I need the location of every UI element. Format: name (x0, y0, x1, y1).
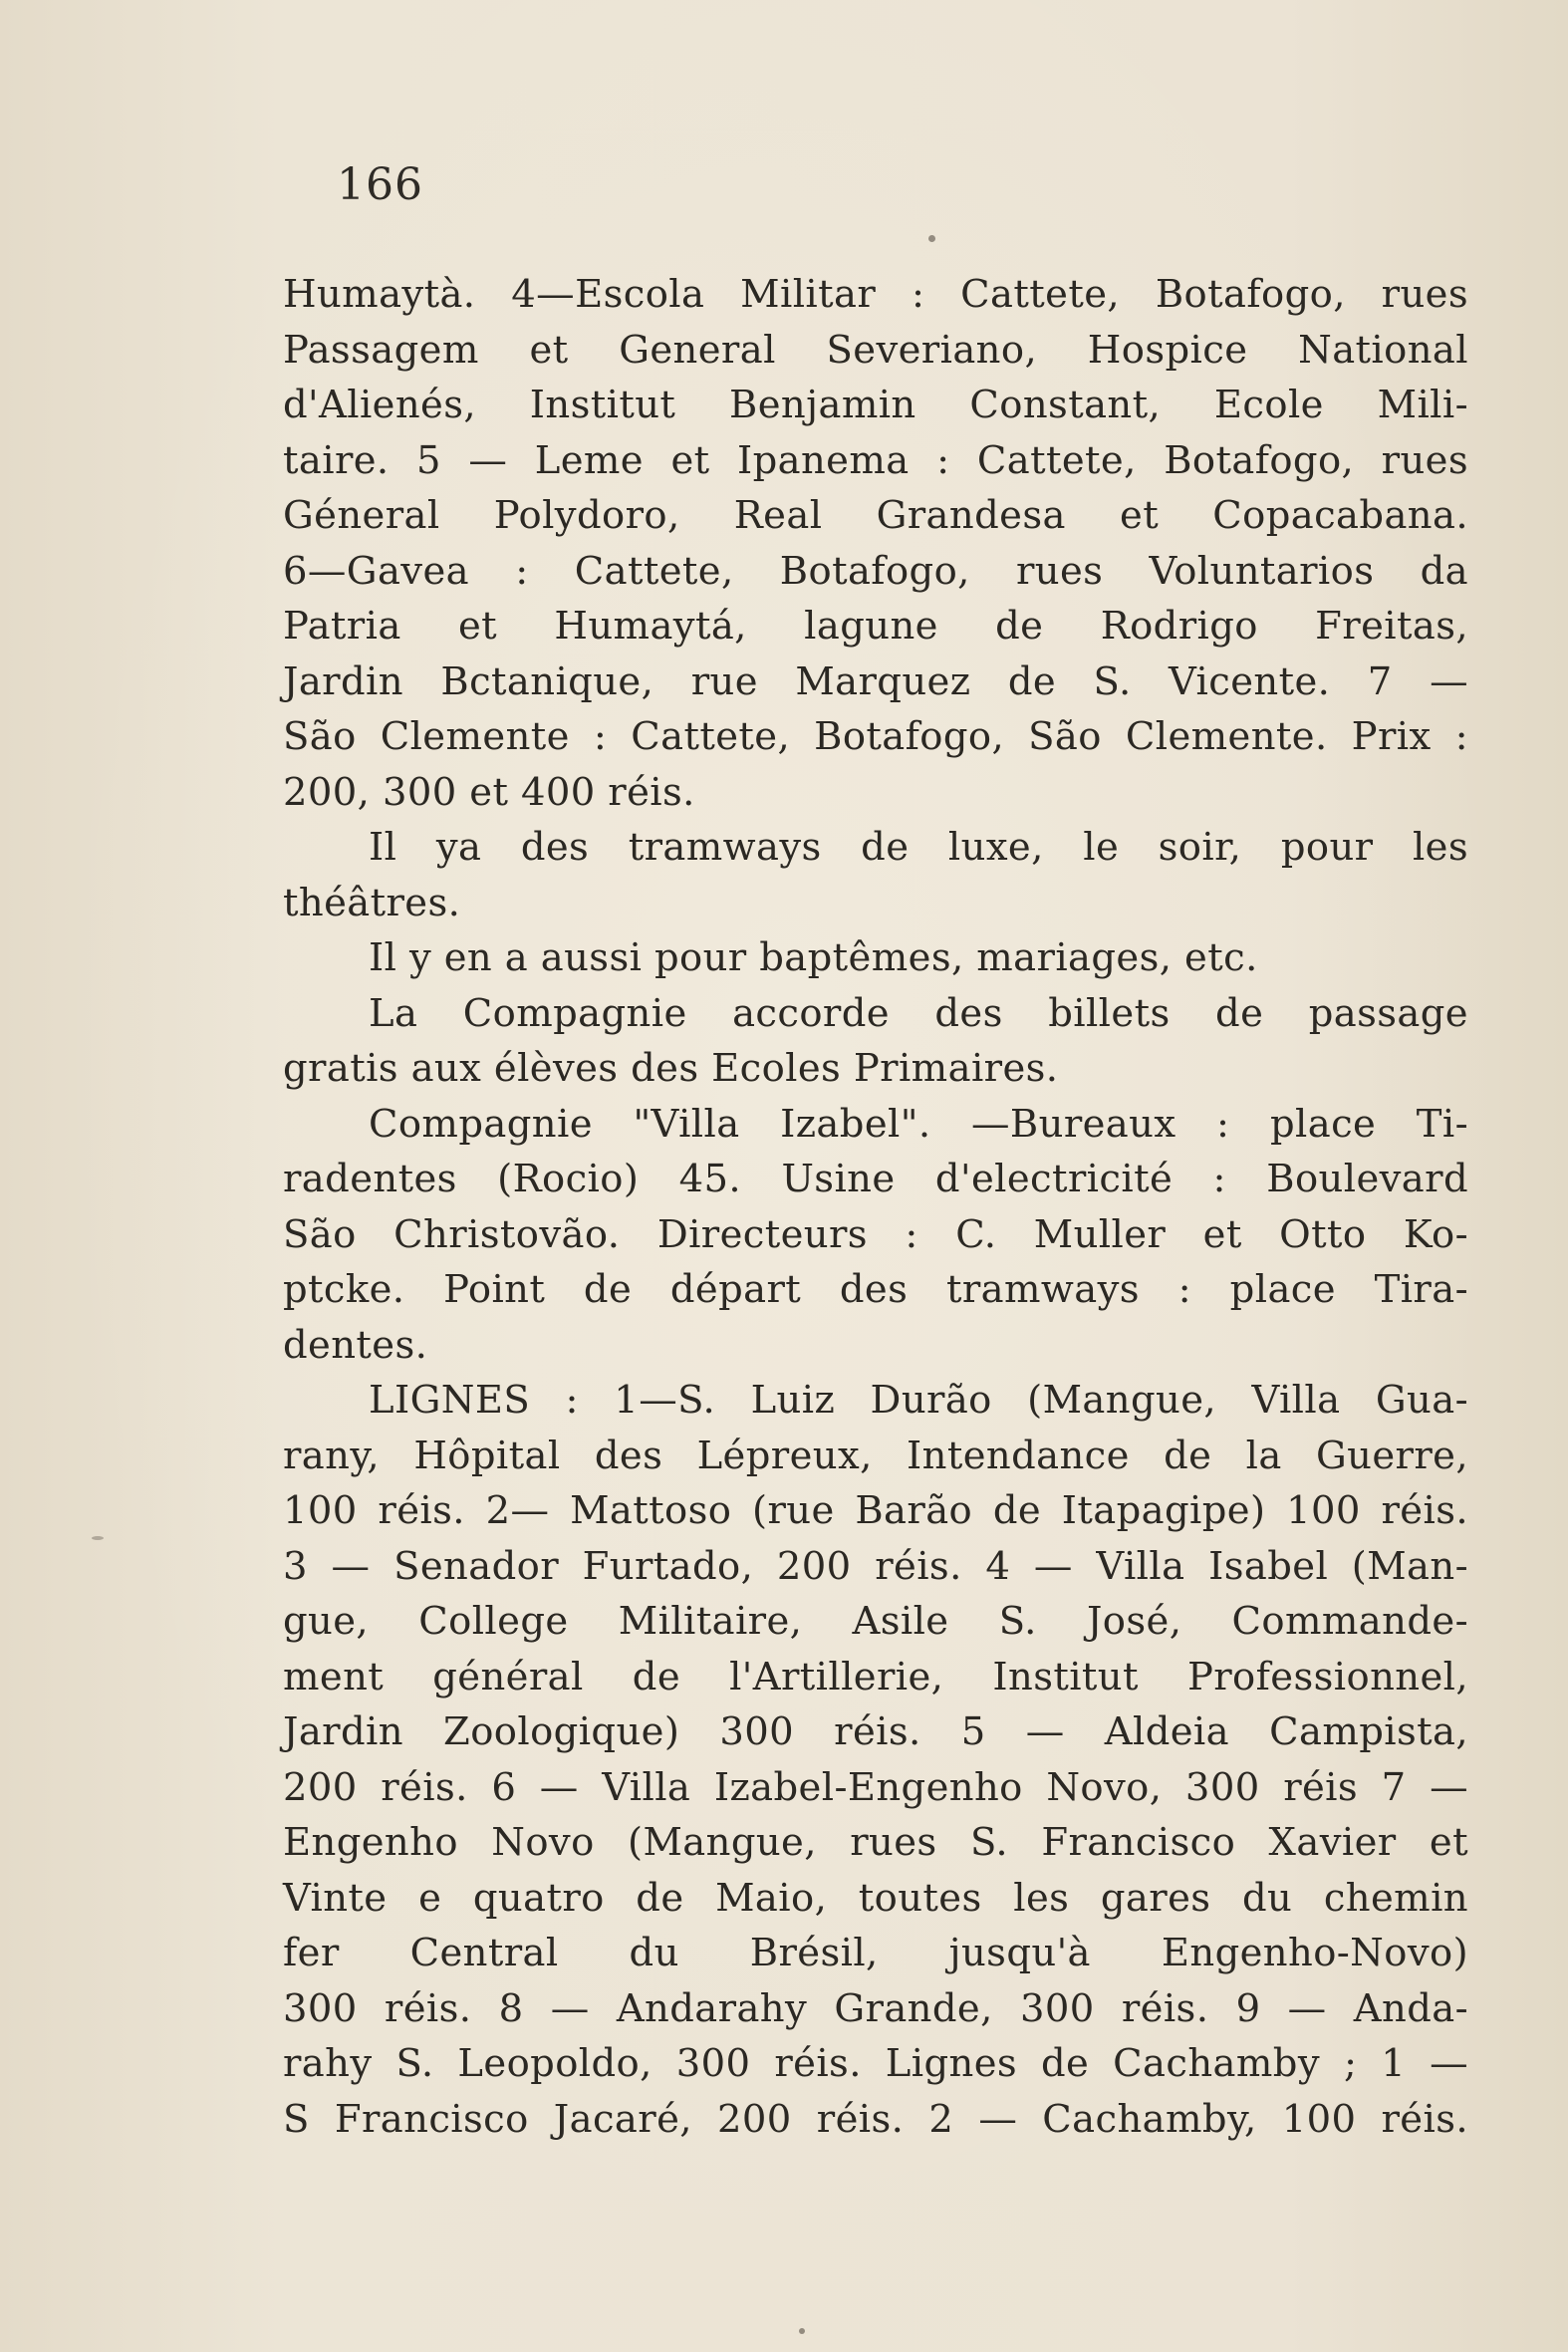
text-line: ment général de l'Artillerie, Institut Professionnel, (283, 1654, 1468, 1699)
text-line: La Compagnie accorde des billets de passage (369, 990, 1468, 1036)
text-line: Passagem et General Severiano, Hospice National (283, 327, 1468, 373)
text-line: São Christovão. Directeurs : C. Muller et Otto Ko- (283, 1211, 1468, 1257)
text-line: S Francisco Jacaré, 200 réis. 2 — Cachamby, 100 réis. (283, 2096, 1468, 2142)
text-line: 100 réis. 2— Mattoso (rue Barão de Itapagipe) 100 réis. (283, 1488, 1468, 1533)
text-line: théâtres. (283, 880, 461, 925)
ink-speck (928, 235, 935, 242)
text-line: Humaytà. 4—Escola Militar : Cattete, Botafogo, rues (283, 272, 1468, 317)
text-line: Il ya des tramways de luxe, le soir, pour les (369, 825, 1468, 870)
text-line: 6—Gavea : Cattete, Botafogo, rues Voluntarios da (283, 548, 1468, 594)
text-line: LIGNES : 1—S. Luiz Durão (Mangue, Villa Gua- (369, 1378, 1468, 1423)
text-line: Géneral Polydoro, Real Grandesa et Copacabana. (283, 493, 1468, 538)
text-line: gue, College Militaire, Asile S. José, Commande- (283, 1599, 1468, 1644)
text-line: Il y en a aussi pour baptêmes, mariages, etc. (369, 935, 1258, 980)
text-line: 200 réis. 6 — Villa Izabel-Engenho Novo, 300 réis 7 — (283, 1764, 1468, 1810)
text-line: Patria et Humaytá, lagune de Rodrigo Freitas, (283, 604, 1468, 649)
text-line: rany, Hôpital des Lépreux, Intendance de la Guerre, (283, 1433, 1468, 1478)
ink-speck (92, 1536, 104, 1540)
body-text (283, 267, 1468, 2147)
text-line: d'Alienés, Institut Benjamin Constant, Ecole Mili- (283, 383, 1468, 427)
text-line: radentes (Rocio) 45. Usine d'electricité : Boulevard (283, 1157, 1468, 1201)
ink-speck (799, 2328, 805, 2334)
text-line: dentes. (283, 1322, 428, 1368)
page-number: 166 (337, 159, 423, 210)
text-line: ptcke. Point de départ des tramways : place Tira- (283, 1267, 1468, 1312)
text-line: Engenho Novo (Mangue, rues S. Francisco Xavier et (283, 1820, 1468, 1865)
text-line: fer Central du Brésil, jusqu'à Engenho-Novo) (283, 1931, 1468, 1975)
text-line: rahy S. Leopoldo, 300 réis. Lignes de Cachamby ; 1 — (283, 2041, 1468, 2086)
text-line: Compagnie "Villa Izabel". —Bureaux : place Ti- (369, 1101, 1468, 1147)
text-line: 3 — Senador Furtado, 200 réis. 4 — Villa Isabel (Man- (283, 1543, 1468, 1589)
text-line: Jardin Zoologique) 300 réis. 5 — Aldeia Campista, (283, 1709, 1468, 1754)
text-line: gratis aux élèves des Ecoles Primaires. (283, 1046, 1059, 1091)
text-line: São Clemente : Cattete, Botafogo, São Clemente. Prix : (283, 714, 1468, 759)
text-line: 200, 300 et 400 réis. (283, 769, 695, 815)
text-line: Vinte e quatro de Maio, toutes les gares du chemin (283, 1875, 1468, 1921)
text-line: Jardin Bctanique, rue Marquez de S. Vicente. 7 — (283, 658, 1468, 704)
text-line: taire. 5 — Leme et Ipanema : Cattete, Botafogo, rues (283, 437, 1468, 483)
text-line: 300 réis. 8 — Andarahy Grande, 300 réis. 9 — Anda- (283, 1985, 1468, 2031)
